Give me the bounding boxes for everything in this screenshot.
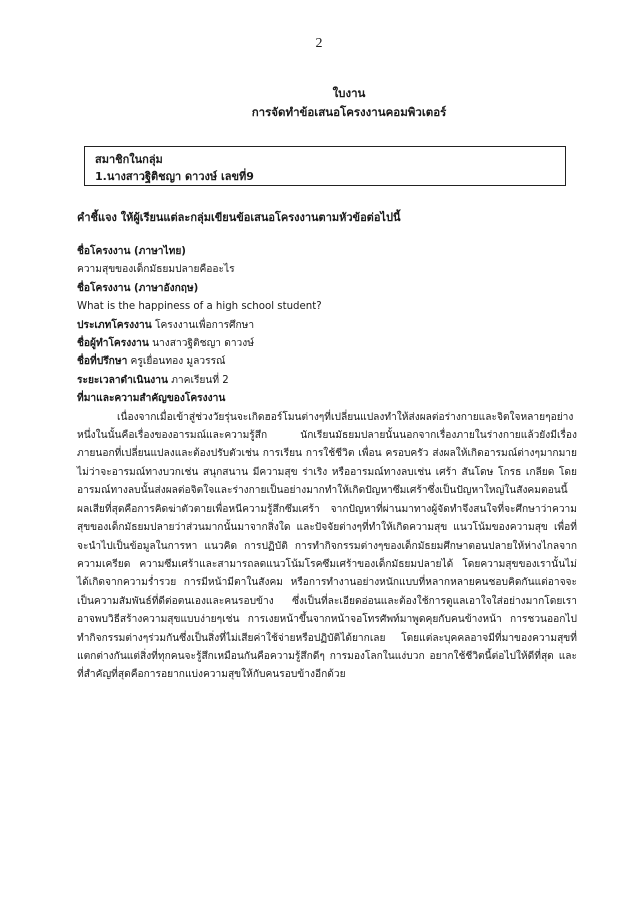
project-type-row [77,317,577,335]
project-duration-label: ระยะเวลาดำเนินงาน [77,374,168,386]
members-heading: สมาชิกในกลุ่ม [95,153,163,166]
instruction: คำชี้แจง ให้ผู้เรียนแต่ละกลุ่มเขียนข้อเสนอโครงงานตามหัวข้อต่อไปนี้ [77,211,401,224]
project-background-text: เนื่องจากเมื่อเข้าสู่ช่วงวัยรุ่นจะเกิดฮอร์โมนต่างๆที่เปลี่ยนแปลงทำให้ส่งผลต่อร่างกายและจิตใจหลายๆอย่าง หนึ่งในนั้นคือเรื่องของอารมณ์และความรู้สึก นักเรียนมัธยมปลายนั้นนอกจากเรื่องภายในร่างกายแล้วยังมีเรื่องภายนอกที่เปลี่ยนแปลงและต้องปรับตัวเช่น การเรียน การใช้ชีวิต เพื่อน ครอบครัว ส่งผลให้เกิดอารมณ์ต่างๆมากมายไม่ว่าจะอารมณ์ทางบวกเช่น สนุกสนาน มีความสุข ร่าเริง หรืออารมณ์ทางลบเช่น เศร้า สันโดษ โกรธ เกลียด โดยอารมณ์ทางลบนั้นส่งผลต่อจิตใจและร่างกายเป็นอย่างมากทำให้เกิดปัญหาซึมเศร้าซึ่งเป็นปัญหาใหญ่ในสังคมตอนนี้ ผลเสียที่สุดคือการคิดฆ่าตัวตายเพื่อหนีความรู้สึกซึมเศร้า จากปัญหาที่ผ่านมาทางผู้จัดทำจึงสนใจที่จะศึกษาว่าความสุขของเด็กมัธยมปลายว่าส่วนมากนั้นมาจากสิ่งใด และปัจจัยต่างๆที่ทำให้เกิดความสุข แนวโน้มของความสุข เพื่อที่จะนำไปเป็นข้อมูลในการหา แนวคิด การปฏิบัติ การทำกิจกรรมต่างๆของเด็กมัธยมศึกษาตอนปลายให้ห่างไกลจากความเครียด ความซึมเศร้าและสามารถลดแนวโน้มโรคซึมเศร้าของเด็กมัธยมปลายได้ โดยความสุขของเรานั้นไม่ได้เกิดจากความร่ำรวย การมีหน้ามีตาในสังคม หรือการทำงานอย่างหนักแบบที่หลากหลายคนชอบคิดกันแต่อาจจะเป็นความสัมพันธ์ที่ดีต่อตนเองและคนรอบข้าง ซึ่งเป็นที่ละเอียดอ่อนและต้องใช้การดูแลเอาใจใส่อย่างมากโดยเราอาจพบวิธีสร้างความสุขแบบง่ายๆเช่น การเงยหน้าขึ้นจากหน้าจอโทรศัพท์มาพูดคุยกับคนข้างหน้า การชวนออกไปทำกิจกรรมต่างๆร่วมกันซึ่งเป็นสิ่งที่ไม่เสียค่าใช้จ่ายหรือปฏิบัติได้ยากเลย โดยแต่ละบุคคลอาจมีที่มาของความสุขที่แตกต่างกันแต่สิ่งที่ทุกคนจะรู้สึกเหมือนกันคือความรู้สึกดีๆ การมองโลกในแง่บวก อยากใช้ชีวิตนี้ต่อไปให้ดีที่สุด และที่สำคัญที่สุดคือการอยากแบ่งความสุขให้กับคนรอบข้างอีกด้วย [77,411,577,681]
project-author-label: ชื่อผู้ทำโครงงาน [77,338,149,350]
title-line-2: การจัดทำข้อเสนอโครงงานคอมพิวเตอร์ [251,105,447,119]
project-name-th-label: ชื่อโครงงาน (ภาษาไทย) [77,246,186,257]
members-box [84,146,566,186]
project-background-label: ที่มาและความสำคัญของโครงงาน [77,393,226,405]
page-number: 2 [315,36,323,51]
project-author-value: นางสาวฐิติชญา ดาวงษ์ [152,338,254,350]
project-advisor-value: ครูเยื่อนทอง มูลวรรณ์ [130,356,226,368]
project-author-row [77,335,577,353]
project-duration-value: ภาคเรียนที่ 2 [171,374,229,386]
project-type-value: โครงงานเพื่อการศึกษา [154,319,255,331]
project-name-en-label: ชื่อโครงงาน (ภาษาอังกฤษ) [77,282,199,294]
project-name-en-value: What is the happiness of a high school student? [77,301,322,313]
project-name-th-value: ความสุขของเด็กมัธยมปลายคืออะไร [77,264,235,276]
project-content [77,243,577,685]
title-line-1: ใบงาน [332,86,366,100]
project-advisor-row [77,353,577,371]
project-type-label: ประเภทโครงงาน [77,319,152,331]
member-1: 1.นางสาวฐิติชญา ดาวงษ์ เลขที่9 [95,170,254,183]
project-duration-row [77,372,577,390]
project-advisor-label: ชื่อที่ปรึกษา [77,356,128,368]
title-block [0,84,638,122]
